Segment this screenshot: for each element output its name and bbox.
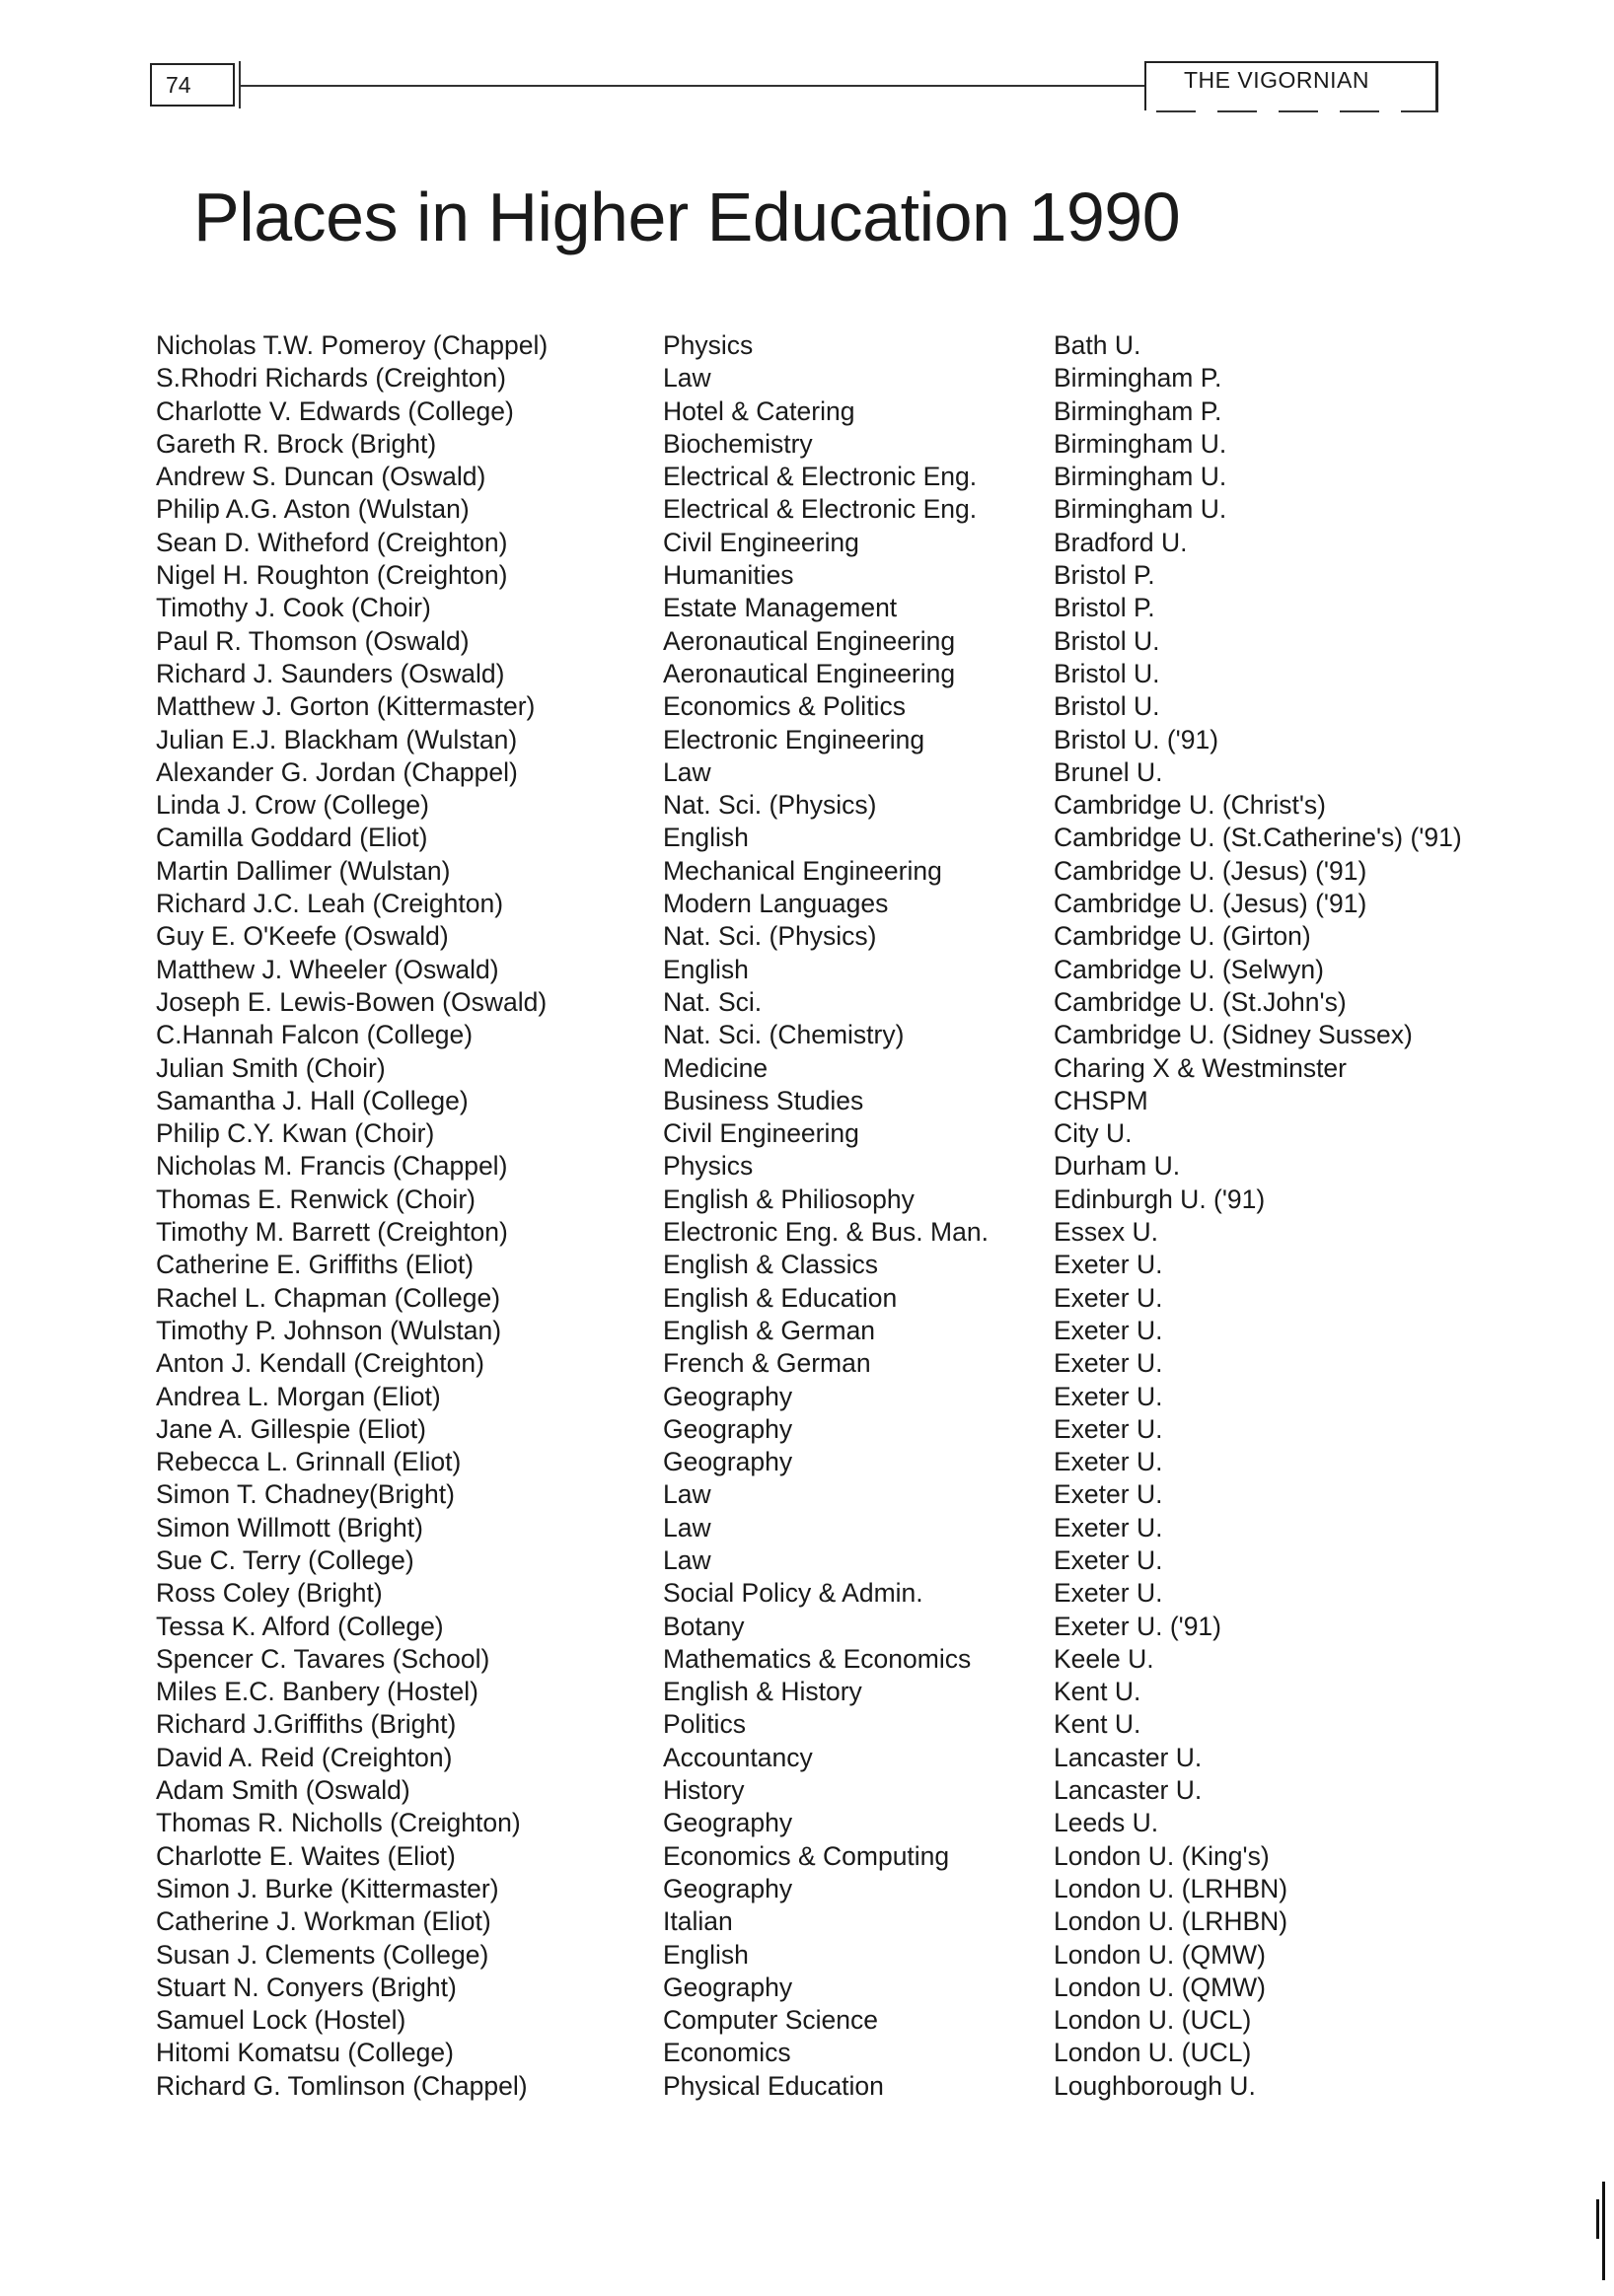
table-row [156,1611,1517,1643]
student-name: Sue C. Terry (College) [156,1544,414,1575]
subject: English [663,1939,749,1970]
subject: Law [663,363,711,394]
subject: Biochemistry [663,428,813,459]
table-row [156,954,1517,986]
student-name: Timothy J. Cook (Choir) [156,593,431,623]
subject: Economics & Computing [663,1840,950,1871]
table-row [156,329,1517,362]
table-row [156,986,1517,1019]
student-name: Nicholas T.W. Pomeroy (Chappel) [156,330,549,360]
student-name: Camilla Goddard (Eliot) [156,823,428,853]
subject: Italian [663,1906,733,1937]
student-name: Linda J. Crow (College) [156,790,429,821]
table-row [156,2037,1517,2069]
institution: Exeter U. [1054,1544,1163,1575]
student-name: S.Rhodri Richards (Creighton) [156,363,506,394]
student-name: Richard J.C. Leah (Creighton) [156,889,504,919]
student-name: Richard J.Griffiths (Bright) [156,1709,457,1740]
subject: Nat. Sci. (Physics) [663,921,877,952]
table-row [156,658,1517,690]
table-row [156,1085,1517,1117]
student-name: Julian E.J. Blackham (Wulstan) [156,724,518,754]
student-name: Martin Dallimer (Wulstan) [156,855,451,886]
institution: Exeter U. [1054,1512,1163,1543]
subject: Botany [663,1611,745,1641]
subject: Geography [663,1447,793,1477]
subject: Aeronautical Engineering [663,625,956,656]
student-name: David A. Reid (Creighton) [156,1742,453,1772]
subject: Humanities [663,560,794,591]
institution: Bradford U. [1054,527,1188,557]
institution: Exeter U. [1054,1250,1163,1280]
subject: Civil Engineering [663,1118,859,1149]
student-name: Matthew J. Wheeler (Oswald) [156,954,499,984]
institution: Cambridge U. (Sidney Sussex) [1054,1020,1413,1050]
publication-title: THE VIGORNIAN [1184,67,1369,93]
subject: Economics [663,2038,791,2068]
student-name: Hitomi Komatsu (College) [156,2038,454,2068]
table-row [156,1413,1517,1446]
institution: Kent U. [1054,1709,1141,1740]
institution: Keele U. [1054,1643,1154,1674]
institution: Charing X & Westminster [1054,1052,1347,1083]
table-row [156,592,1517,624]
institution: Bristol P. [1054,593,1155,623]
margin-mark [1602,2182,1605,2280]
student-name: Samantha J. Hall (College) [156,1085,469,1115]
institution: Exeter U. [1054,1479,1163,1510]
table-row [156,822,1517,854]
institution: Exeter U. ('91) [1054,1611,1221,1641]
subject: Geography [663,1381,793,1411]
table-row [156,2004,1517,2037]
student-name: Catherine J. Workman (Eliot) [156,1906,491,1937]
student-name: Nigel H. Roughton (Creighton) [156,560,508,591]
subject: Aeronautical Engineering [663,658,956,688]
subject: Physics [663,1151,754,1182]
institution: Bristol P. [1054,560,1155,591]
subject: Electrical & Electronic Eng. [663,462,978,492]
student-name: Stuart N. Conyers (Bright) [156,1972,457,2002]
student-name: Philip C.Y. Kwan (Choir) [156,1118,435,1149]
student-name: Rachel L. Chapman (College) [156,1282,501,1313]
institution: London U. (LRHBN) [1054,1873,1288,1903]
subject: Politics [663,1709,746,1740]
table-row [156,1807,1517,1839]
page-number: 74 [150,63,235,107]
student-name: Charlotte V. Edwards (College) [156,395,514,426]
institution: Cambridge U. (Jesus) ('91) [1054,889,1367,919]
student-name: Nicholas M. Francis (Chappel) [156,1151,508,1182]
table-row [156,1184,1517,1216]
student-name: Andrea L. Morgan (Eliot) [156,1381,441,1411]
subject: Physics [663,330,754,360]
institution: Lancaster U. [1054,1775,1203,1806]
institution: Brunel U. [1054,756,1163,787]
table-row [156,1840,1517,1873]
institution: London U. (QMW) [1054,1972,1267,2002]
table-row [156,920,1517,953]
table-row [156,1282,1517,1315]
institution: Loughborough U. [1054,2070,1256,2101]
subject: English & Philiosophy [663,1184,915,1214]
institution: London U. (UCL) [1054,2038,1252,2068]
table-row [156,1708,1517,1741]
places-table [156,329,1517,2103]
student-name: Alexander G. Jordan (Chappel) [156,756,518,787]
subject: Nat. Sci. (Physics) [663,790,877,821]
institution: CHSPM [1054,1085,1148,1115]
student-name: C.Hannah Falcon (College) [156,1020,474,1050]
institution: Essex U. [1054,1217,1159,1248]
table-row [156,789,1517,822]
institution: Exeter U. [1054,1381,1163,1411]
student-name: Susan J. Clements (College) [156,1939,489,1970]
institution: Exeter U. [1054,1315,1163,1345]
subject: Law [663,756,711,787]
subject: Electrical & Electronic Eng. [663,494,978,525]
student-name: Simon J. Burke (Kittermaster) [156,1873,499,1903]
margin-mark [1596,2199,1599,2239]
subject: Estate Management [663,593,898,623]
table-row [156,1939,1517,1972]
student-name: Simon T. Chadney(Bright) [156,1479,455,1510]
student-name: Adam Smith (Oswald) [156,1775,410,1806]
table-row [156,1315,1517,1347]
institution: Cambridge U. (Girton) [1054,921,1311,952]
institution: Birmingham P. [1054,363,1222,394]
subject: Law [663,1544,711,1575]
student-name: Jane A. Gillespie (Eliot) [156,1413,426,1444]
page-title: Places in Higher Education 1990 [193,179,1181,255]
institution: Exeter U. [1054,1348,1163,1379]
subject: Nat. Sci. [663,986,763,1017]
table-row [156,395,1517,428]
student-name: Ross Coley (Bright) [156,1578,383,1609]
table-row [156,1117,1517,1150]
subject: English & German [663,1315,876,1345]
table-row [156,1347,1517,1380]
student-name: Richard J. Saunders (Oswald) [156,658,505,688]
institution: London U. (UCL) [1054,2005,1252,2036]
table-row [156,1676,1517,1708]
table-row [156,2070,1517,2103]
subject: Electronic Engineering [663,724,925,754]
student-name: Sean D. Witheford (Creighton) [156,527,508,557]
table-row [156,690,1517,723]
student-name: Gareth R. Brock (Bright) [156,428,437,459]
subject: Law [663,1512,711,1543]
table-row [156,1742,1517,1774]
student-name: Timothy M. Barrett (Creighton) [156,1217,508,1248]
subject: Nat. Sci. (Chemistry) [663,1020,905,1050]
student-name: Simon Willmott (Bright) [156,1512,423,1543]
institution: Bristol U. [1054,691,1160,722]
header-rule [239,85,1146,87]
student-name: Andrew S. Duncan (Oswald) [156,462,486,492]
institution: Durham U. [1054,1151,1181,1182]
subject: Civil Engineering [663,527,859,557]
institution: Kent U. [1054,1677,1141,1707]
student-name: Charlotte E. Waites (Eliot) [156,1840,456,1871]
table-row [156,756,1517,789]
student-name: Richard G. Tomlinson (Chappel) [156,2070,528,2101]
table-row [156,625,1517,658]
institution: Exeter U. [1054,1447,1163,1477]
subject: Accountancy [663,1742,813,1772]
table-row [156,1150,1517,1183]
subject: Law [663,1479,711,1510]
student-name: Spencer C. Tavares (School) [156,1643,490,1674]
subject: Business Studies [663,1085,864,1115]
student-name: Anton J. Kendall (Creighton) [156,1348,484,1379]
student-name: Tessa K. Alford (College) [156,1611,444,1641]
table-row [156,888,1517,920]
subject: Social Policy & Admin. [663,1578,923,1609]
student-name: Guy E. O'Keefe (Oswald) [156,921,449,952]
table-row [156,1512,1517,1544]
table-row [156,855,1517,888]
institution: Lancaster U. [1054,1742,1203,1772]
student-name: Timothy P. Johnson (Wulstan) [156,1315,502,1345]
table-row [156,1577,1517,1610]
subject: Geography [663,1413,793,1444]
institution: Exeter U. [1054,1282,1163,1313]
institution: Leeds U. [1054,1808,1159,1838]
subject: English & Classics [663,1250,878,1280]
institution: Bath U. [1054,330,1141,360]
table-row [156,362,1517,395]
table-row [156,1216,1517,1249]
table-row [156,461,1517,493]
institution: Cambridge U. (Selwyn) [1054,954,1324,984]
institution: Birmingham P. [1054,395,1222,426]
subject: English & History [663,1677,862,1707]
institution: Cambridge U. (St.John's) [1054,986,1347,1017]
table-row [156,1905,1517,1938]
subject: Geography [663,1873,793,1903]
subject: English & Education [663,1282,898,1313]
table-row [156,724,1517,756]
institution: London U. (QMW) [1054,1939,1267,1970]
table-row [156,1873,1517,1905]
table-row [156,428,1517,461]
subject: Medicine [663,1052,769,1083]
subject: French & German [663,1348,871,1379]
institution: Exeter U. [1054,1413,1163,1444]
table-row [156,1544,1517,1577]
table-row [156,527,1517,559]
places-table-body [156,329,1517,2103]
institution: Exeter U. [1054,1578,1163,1609]
table-row [156,493,1517,526]
subject: Modern Languages [663,889,889,919]
student-name: Paul R. Thomson (Oswald) [156,625,470,656]
student-name: Philip A.G. Aston (Wulstan) [156,494,470,525]
table-row [156,1478,1517,1511]
student-name: Julian Smith (Choir) [156,1052,386,1083]
institution: London U. (LRHBN) [1054,1906,1288,1937]
student-name: Samuel Lock (Hostel) [156,2005,406,2036]
subject: Geography [663,1808,793,1838]
institution: Edinburgh U. ('91) [1054,1184,1266,1214]
student-name: Joseph E. Lewis-Bowen (Oswald) [156,986,548,1017]
table-row [156,1643,1517,1676]
institution: Cambridge U. (Christ's) [1054,790,1326,821]
subject: English [663,954,749,984]
institution: Birmingham U. [1054,494,1227,525]
institution: Birmingham U. [1054,428,1227,459]
institution: London U. (King's) [1054,1840,1270,1871]
institution: Cambridge U. (Jesus) ('91) [1054,855,1367,886]
table-row [156,1381,1517,1413]
subject: Geography [663,1972,793,2002]
subject: Mathematics & Economics [663,1643,972,1674]
subject: Electronic Eng. & Bus. Man. [663,1217,989,1248]
student-name: Thomas E. Renwick (Choir) [156,1184,476,1214]
table-row [156,1774,1517,1807]
subject: Mechanical Engineering [663,855,942,886]
institution: Birmingham U. [1054,462,1227,492]
subject: History [663,1775,745,1806]
subject: Economics & Politics [663,691,906,722]
institution: Cambridge U. (St.Catherine's) ('91) [1054,823,1462,853]
student-name: Miles E.C. Banbery (Hostel) [156,1677,478,1707]
student-name: Matthew J. Gorton (Kittermaster) [156,691,536,722]
institution: Bristol U. ('91) [1054,724,1219,754]
table-row [156,1052,1517,1085]
subject: English [663,823,749,853]
student-name: Catherine E. Griffiths (Eliot) [156,1250,475,1280]
institution: City U. [1054,1118,1133,1149]
student-name: Rebecca L. Grinnall (Eliot) [156,1447,462,1477]
student-name: Thomas R. Nicholls (Creighton) [156,1808,521,1838]
subject: Computer Science [663,2005,878,2036]
table-row [156,1019,1517,1051]
subject: Hotel & Catering [663,395,855,426]
table-row [156,1446,1517,1478]
institution: Bristol U. [1054,658,1160,688]
institution: Bristol U. [1054,625,1160,656]
table-row [156,1972,1517,2004]
table-row [156,559,1517,592]
table-row [156,1249,1517,1281]
subject: Physical Education [663,2070,884,2101]
